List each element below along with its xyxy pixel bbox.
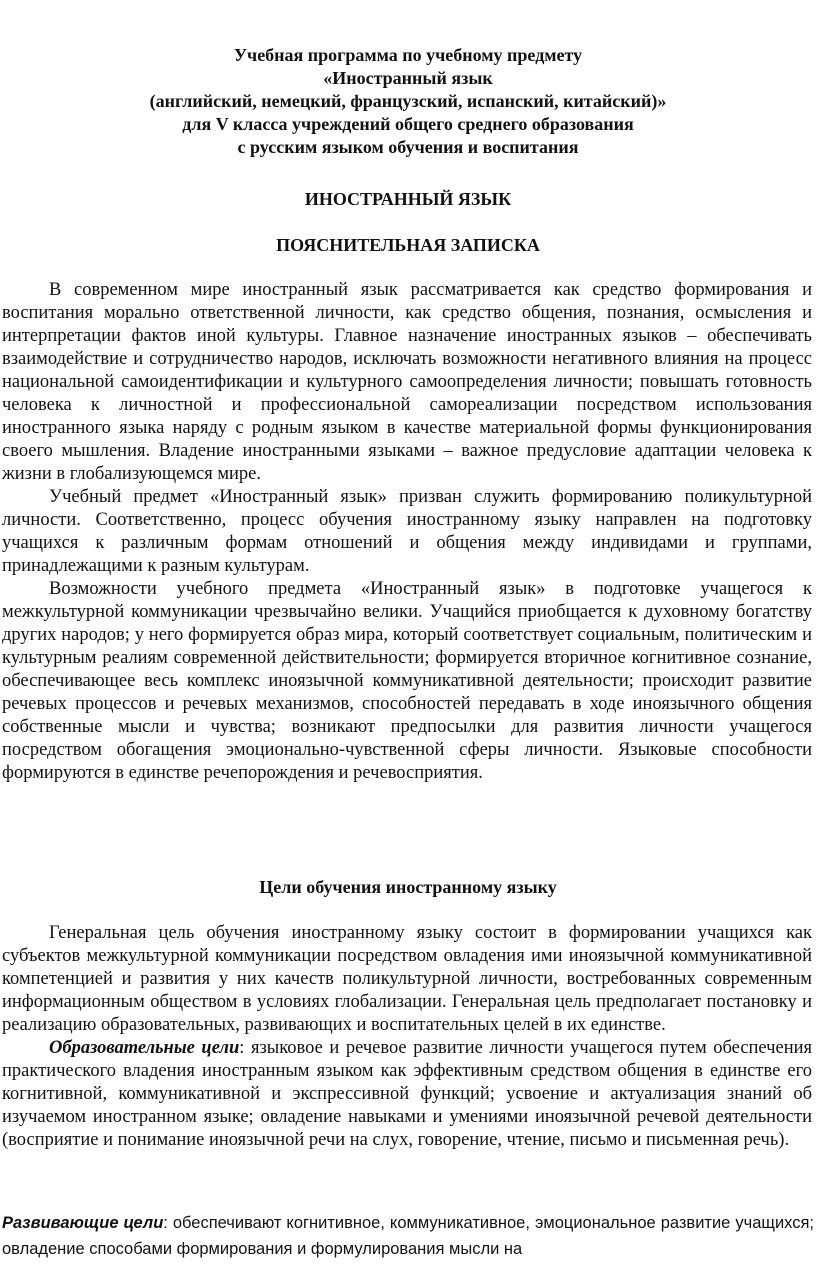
educational-goals-label: Образовательные цели [49,1038,240,1058]
subject-heading: ИНОСТРАННЫЙ ЯЗЫК [304,189,512,209]
document-title [0,44,816,159]
intro-paragraph-2: Учебный предмет «Иностранный язык» призван служить формированию поликультурной личности. Соответственно, процесс обучения иностранному языку направлен на подготовку учащихся к различным формам отношений и общения между индивидами и группами, принадлежащими к разным культурам. [2,487,812,576]
educational-goals-text: : языковое и речевое развитие личности учащегося путем обеспечения практического владения иностранным языком как эффективным средством общения в единстве его когнитивной, коммуникативной и экспрессивной функций; усвоение и актуализация знаний об изучаемом иностранном языке; овладение навыками и умениями иноязычной речевой деятельности (восприятие и понимание иноязычной речи на слух, говорение, чтение, письмо и письменная речь). [2,1038,813,1150]
goals-heading: Цели обучения иностранному языку [259,877,557,897]
title-line-5: с русским языком обучения и воспитания [237,137,579,157]
title-line-1: Учебная программа по учебному предмету [233,45,583,65]
developmental-goals-text: : обеспечивают когнитивное, коммуникативное, эмоциональное развитие учащихся; овладение способами формирования и формулирования мысли на [2,1214,815,1258]
title-line-2: «Иностранный язык [323,68,493,88]
intro-section [2,279,812,785]
title-line-3: (английский, немецкий, французский, испанский, китайский)» [149,91,667,111]
explanatory-note-heading: ПОЯСНИТЕЛЬНАЯ ЗАПИСКА [276,235,540,255]
developmental-goals-label: Развивающие цели [2,1214,164,1232]
goals-section [2,922,812,1152]
intro-paragraph-1: В современном мире иностранный язык рассматривается как средство формирования и воспитания морально ответственной личности, как средство общения, познания, осмысления и интерпретации фактов иной культуры. Главное назначение иностранных языков – обеспечивать взаимодействие и сотрудничество народов, исключать возможности негативного влияния на процесс национальной самоидентификации и культурного самоопределения личности; повышать готовность человека к личностной и профессиональной самореализации посредством использования иностранного языка наряду с родным языком в качестве материальной формы функционирования своего мышления. Владение иностранными языками – важное предусловие адаптации человека к жизни в глобализующемся мире. [2,280,812,484]
intro-paragraph-3: Возможности учебного предмета «Иностранный язык» в подготовке учащегося к межкультурной коммуникации чрезвычайно велики. Учащийся приобщается к духовному богатству других народов; у него формируется образ мира, который соответствует социальным, политическим и культурным реалиям современной действительности; формируется вторичное когнитивное сознание, обеспечивающее весь комплекс иноязычной коммуникативной деятельности; происходит развитие речевых процессов и речевых механизмов, способностей передавать в ходе иноязычного общения собственные мысли и чувства; возникают предпосылки для развития личности учащегося посредством обогащения эмоционально-чувственной сферы личности. Языковые способности формируются в единстве речепорождения и речевосприятия. [2,579,812,783]
educational-goals-paragraph [2,1037,812,1152]
developmental-goals-section [2,1210,814,1262]
developmental-goals-paragraph [2,1210,814,1262]
title-line-4: для V класса учреждений общего среднего образования [182,114,634,134]
general-goal-paragraph: Генеральная цель обучения иностранному языку состоит в формировании учащихся как субъектов межкультурной коммуникации посредством овладения ими иноязычной коммуникативной компетенцией и развития у них качеств поликультурной личности, востребованных современным информационным обществом в условиях глобализации. Генеральная цель предполагает постановку и реализацию образовательных, развивающих и воспитательных целей в их единстве. [2,923,812,1035]
